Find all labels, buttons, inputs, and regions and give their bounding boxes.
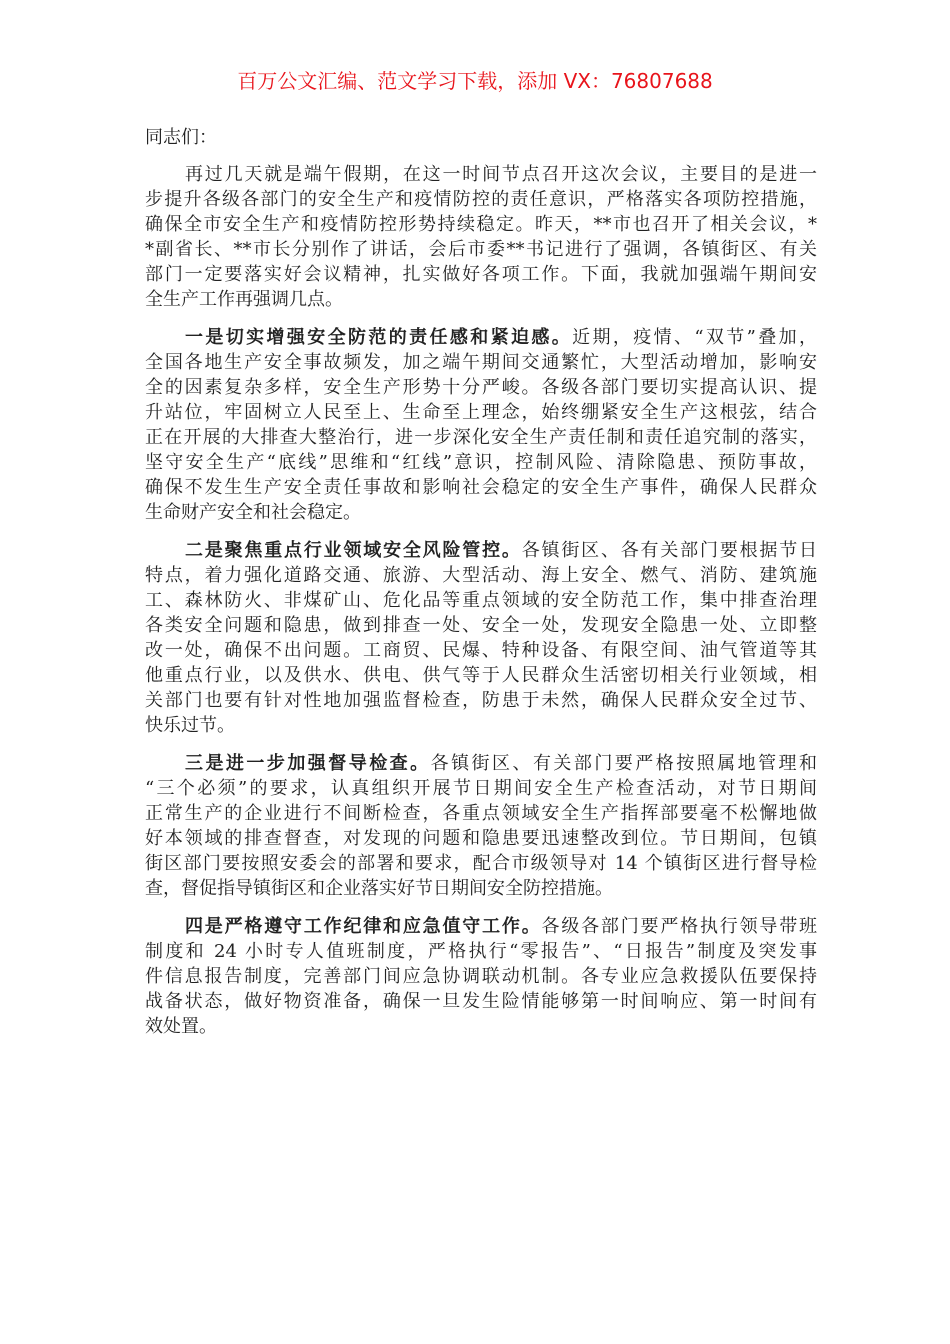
line-text: 制度和 24 小时专人值班制度，严格执行“零报告”、“日报告”制度及突发事 bbox=[145, 941, 817, 962]
line-text: 近期，疫情、“双节”叠加， bbox=[572, 327, 818, 348]
paragraph bbox=[145, 538, 817, 738]
line-text: 他重点行业，以及供水、供电、供气等于人民群众生活密切相关行业领域，相 bbox=[145, 665, 817, 686]
line-text: “三个必须”的要求，认真组织开展节日期间安全生产检查活动，对节日期间 bbox=[145, 778, 817, 799]
paragraph-line bbox=[145, 450, 817, 475]
paragraph-line bbox=[145, 613, 817, 638]
line-text: 全生产工作再强调几点。 bbox=[145, 289, 343, 310]
paragraph-line bbox=[145, 287, 817, 312]
paragraph-line bbox=[145, 400, 817, 425]
line-text: 升站位，牢固树立人民至上、生命至上理念，始终绷紧安全生产这根弦，结合 bbox=[145, 402, 817, 423]
line-text: *副省长、**市长分别作了讲话，会后市委**书记进行了强调，各镇街区、有关 bbox=[145, 239, 817, 260]
paragraph-heading: 一是切实增强安全防范的责任感和紧迫感。 bbox=[185, 327, 573, 348]
paragraph-line bbox=[145, 964, 817, 989]
line-text: 效处置。 bbox=[145, 1016, 217, 1037]
paragraph-line bbox=[145, 325, 817, 350]
paragraph-line bbox=[145, 1014, 817, 1039]
paragraph-line bbox=[145, 187, 817, 212]
line-text: 改一处，确保不出问题。工商贸、民爆、特种设备、有限空间、油气管道等其 bbox=[145, 640, 817, 661]
paragraph-line bbox=[145, 237, 817, 262]
line-text: 件信息报告制度，完善部门间应急协调联动机制。各专业应急救援队伍要保持 bbox=[145, 966, 817, 987]
line-text: 全的因素复杂多样，安全生产形势十分严峻。各级各部门要切实提高认识、提 bbox=[145, 377, 817, 398]
line-text: 坚守安全生产“底线”思维和“红线”意识，控制风险、清除隐患、预防事故， bbox=[145, 452, 817, 473]
paragraph-line bbox=[145, 851, 817, 876]
line-text: 战备状态，做好物资准备，确保一旦发生险情能够第一时间响应、第一时间有 bbox=[145, 991, 817, 1012]
line-text: 好本领域的排查督查，对发现的问题和隐患要迅速整改到位。节日期间，包镇 bbox=[145, 828, 817, 849]
paragraph-line bbox=[145, 350, 817, 375]
paragraph-line bbox=[145, 262, 817, 287]
paragraphs bbox=[145, 162, 817, 1039]
paragraph-line bbox=[145, 826, 817, 851]
paragraph-heading: 二是聚焦重点行业领域安全风险管控。 bbox=[185, 540, 522, 561]
line-text: 正在开展的大排查大整治行，进一步深化安全生产责任制和责任追究制的落实， bbox=[145, 427, 817, 448]
line-text: 快乐过节。 bbox=[145, 715, 235, 736]
paragraph bbox=[145, 751, 817, 901]
paragraph-line bbox=[145, 776, 817, 801]
salutation: 同志们： bbox=[145, 127, 217, 148]
paragraph-line bbox=[145, 663, 817, 688]
line-text: 查，督促指导镇街区和企业落实好节日期间安全防控措施。 bbox=[145, 878, 613, 899]
paragraph-line bbox=[145, 939, 817, 964]
line-text: 各类安全问题和隐患，做到排查一处、安全一处，发现安全隐患一处、立即整 bbox=[145, 615, 817, 636]
line-text: 正常生产的企业进行不间断检查，各重点领域安全生产指挥部要毫不松懈地做 bbox=[145, 803, 817, 824]
paragraph-line bbox=[145, 801, 817, 826]
paragraph-line bbox=[145, 375, 817, 400]
paragraph-line bbox=[145, 538, 817, 563]
paragraph-line bbox=[145, 588, 817, 613]
paragraph bbox=[145, 914, 817, 1039]
line-text: 各镇街区、各有关部门要根据节日 bbox=[521, 540, 818, 561]
paragraph-line bbox=[145, 500, 817, 525]
line-text: 街区部门要按照安委会的部署和要求，配合市级领导对 14 个镇街区进行督导检 bbox=[145, 853, 817, 874]
paragraph-line bbox=[145, 162, 817, 187]
paragraph-line bbox=[145, 475, 817, 500]
paragraph-line bbox=[145, 989, 817, 1014]
line-text: 确保不发生生产安全责任事故和影响社会稳定的安全生产事件，确保人民群众 bbox=[145, 477, 817, 498]
line-text: 各镇街区、有关部门要严格按照属地管理和 bbox=[430, 753, 818, 774]
watermark-header: 百万公文汇编、范文学习下载，添加 VX：76807688 bbox=[237, 69, 713, 93]
paragraph-line bbox=[145, 876, 817, 901]
line-text: 生命财产安全和社会稳定。 bbox=[145, 502, 361, 523]
document-body bbox=[145, 125, 817, 1052]
paragraph bbox=[145, 325, 817, 525]
line-text: 工、森林防火、非煤矿山、危化品等重点领域的安全防范工作，集中排查治理 bbox=[145, 590, 817, 611]
paragraph bbox=[145, 162, 817, 312]
paragraph-line bbox=[145, 688, 817, 713]
line-text: 各级各部门要严格执行领导带班 bbox=[541, 916, 817, 937]
line-text: 部门一定要落实好会议精神，扎实做好各项工作。下面，我就加强端午期间安 bbox=[145, 264, 817, 285]
line-text: 关部门也要有针对性地加强监督检查，防患于未然，确保人民群众安全过节、 bbox=[145, 690, 817, 711]
paragraph-line bbox=[145, 713, 817, 738]
line-text: 步提升各级各部门的安全生产和疫情防控的责任意识，严格落实各项防控措施， bbox=[145, 189, 817, 210]
line-text: 再过几天就是端午假期，在这一时间节点召开这次会议，主要目的是进一 bbox=[185, 164, 817, 185]
paragraph-heading: 四是严格遵守工作纪律和应急值守工作。 bbox=[185, 916, 542, 937]
paragraph-line bbox=[145, 914, 817, 939]
line-text: 全国各地生产安全事故频发，加之端午期间交通繁忙，大型活动增加，影响安 bbox=[145, 352, 817, 373]
paragraph-line bbox=[145, 751, 817, 776]
line-text: 特点，着力强化道路交通、旅游、大型活动、海上安全、燃气、消防、建筑施 bbox=[145, 565, 817, 586]
paragraph-line bbox=[145, 425, 817, 450]
paragraph-line bbox=[145, 638, 817, 663]
paragraph-heading: 三是进一步加强督导检查。 bbox=[185, 753, 431, 774]
line-text: 确保全市安全生产和疫情防控形势持续稳定。昨天，**市也召开了相关会议，* bbox=[145, 214, 817, 235]
paragraph-line bbox=[145, 212, 817, 237]
paragraph-line bbox=[145, 563, 817, 588]
